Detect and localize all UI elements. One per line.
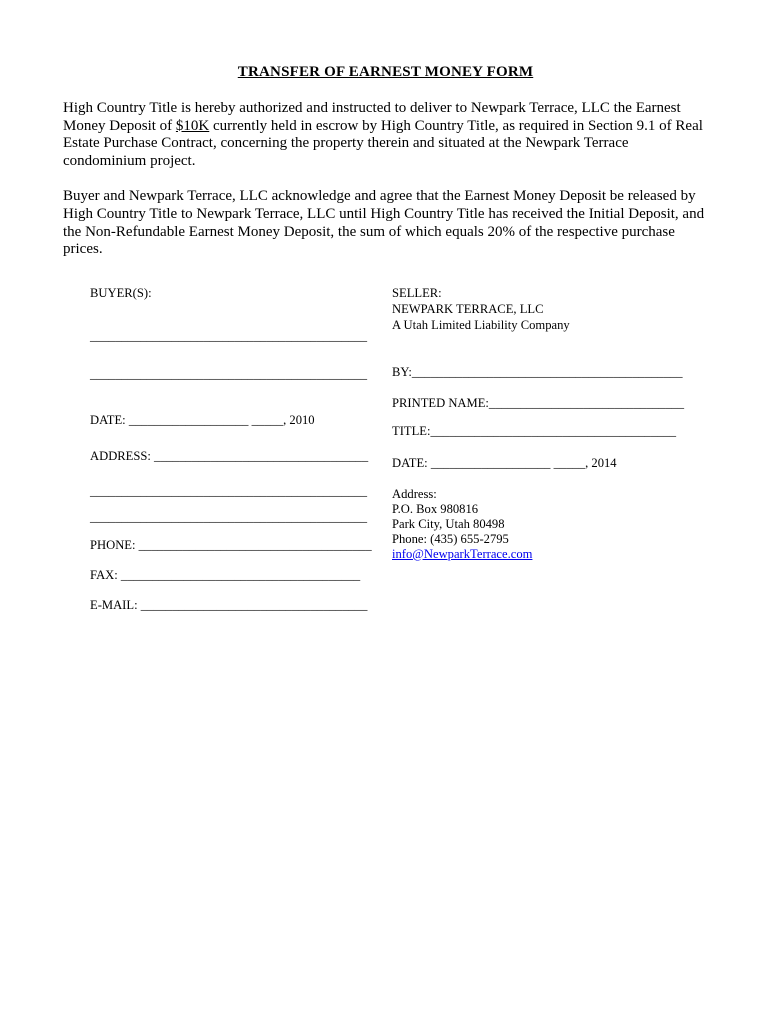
buyer-phone-line: PHONE: _____________________________________ — [90, 537, 372, 552]
buyer-email-line: E-MAIL: ____________________________________ — [90, 597, 368, 612]
seller-email-link[interactable]: info@NewparkTerrace.com — [392, 546, 533, 561]
buyer-fax-line: FAX: ______________________________________ — [90, 567, 361, 582]
buyer-signature-line-1: ____________________________________________ — [90, 328, 368, 343]
buyer-date-line: DATE: ___________________ _____, 2010 — [90, 412, 315, 427]
seller-phone: Phone: (435) 655-2795 — [392, 531, 509, 546]
buyer-signature-line-2: ____________________________________________ — [90, 366, 368, 381]
authorization-text-after-amount: currently held in escrow by High Country Title, as required in Section 9.1 of Real Estate Purchase Contract, concerning the property therein and situated at the Newpark Terrace condominium project. — [63, 117, 703, 169]
buyer-address-blank-2: ____________________________________________ — [90, 509, 368, 524]
seller-company-name: NEWPARK TERRACE, LLC — [392, 301, 544, 316]
seller-column — [392, 286, 708, 613]
seller-address-city: Park City, Utah 80498 — [392, 516, 505, 531]
seller-date-line: DATE: ___________________ _____, 2014 — [392, 455, 617, 470]
seller-heading: SELLER: — [392, 285, 442, 300]
signature-section — [63, 286, 708, 613]
seller-by-line: BY:___________________________________________ — [392, 364, 683, 379]
seller-company-type: A Utah Limited Liability Company — [392, 317, 570, 332]
buyer-address-line: ADDRESS: __________________________________ — [90, 448, 369, 463]
seller-title-line: TITLE:_______________________________________ — [392, 423, 677, 438]
seller-address-po-box: P.O. Box 980816 — [392, 501, 479, 516]
seller-printed-name-line: PRINTED NAME:_______________________________ — [392, 395, 685, 410]
earnest-money-amount: $10K — [175, 117, 210, 134]
paragraph-acknowledgement: Buyer and Newpark Terrace, LLC acknowledge and agree that the Earnest Money Deposit be released by High Country Title to Newpark Terrace, LLC until High Country Title has received the Initial Deposit, and the Non-Refundable Earnest Money Deposit, the sum of which equals 20% of the respective purchase prices. — [63, 188, 705, 258]
buyer-heading: BUYER(S): — [90, 285, 152, 300]
seller-address-heading: Address: — [392, 486, 437, 501]
buyer-column — [90, 286, 392, 613]
authorization-text-before-amount: High Country Title is hereby authorized and instructed to deliver to Newpark Terrace, LLC the Earnest Money Deposit of — [63, 100, 681, 134]
paragraph-authorization — [63, 100, 708, 170]
document-title: TRANSFER OF EARNEST MONEY FORM — [237, 64, 534, 80]
buyer-address-blank-1: ____________________________________________ — [90, 483, 368, 498]
